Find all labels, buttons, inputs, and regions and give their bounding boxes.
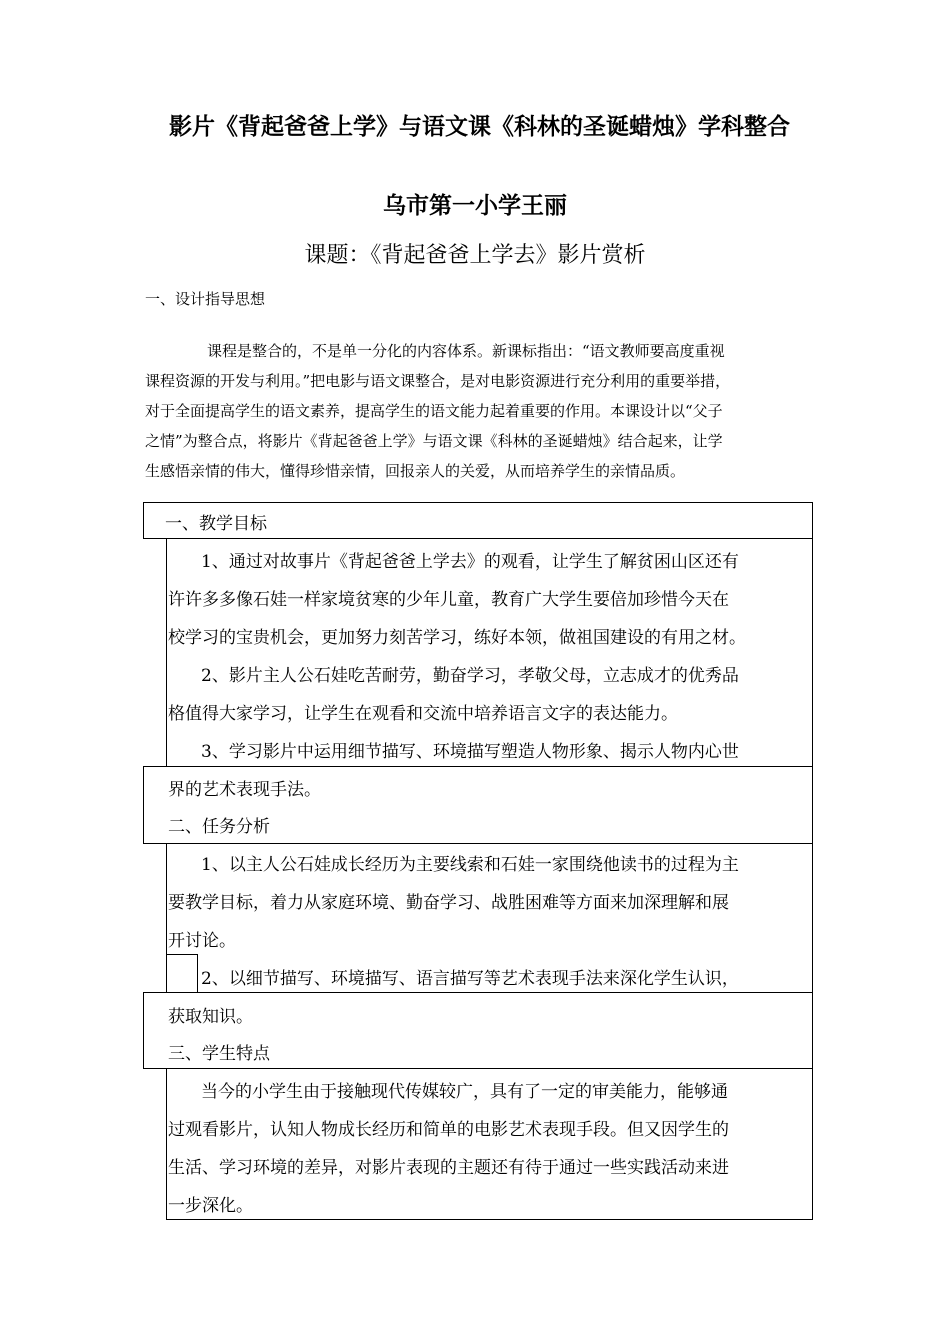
intro-line: 之情”为整合点，将影片《背起爸爸上学》与语文课《科林的圣诞蜡烛》结合起来，让学	[145, 432, 723, 450]
table-line	[812, 766, 813, 844]
table-line	[812, 538, 813, 767]
table-line	[166, 1068, 167, 1220]
student-line: 一步深化。	[168, 1196, 253, 1216]
table-line	[143, 538, 813, 539]
task-line: 要教学目标，着力从家庭环境、勤奋学习、战胜困难等方面来加深理解和展	[168, 893, 729, 913]
table-line	[143, 992, 813, 993]
task-line: 2、以细节描写、环境描写、语言描写等艺术表现手法来深化学生认识，	[201, 969, 739, 989]
task-line: 获取知识。	[168, 1007, 253, 1027]
table-line	[812, 502, 813, 539]
table-line	[143, 502, 813, 503]
lesson-title: 课题：《背起爸爸上学去》影片赏析	[304, 243, 646, 268]
table-line	[166, 1219, 813, 1220]
table-line	[166, 954, 198, 955]
author-line: 乌市第一小学王丽	[383, 193, 567, 219]
student-line: 当今的小学生由于接触现代传媒较广，具有了一定的审美能力，能够通	[201, 1082, 728, 1102]
intro-line: 课程是整合的，不是单一分化的内容体系。新课标指出：“语文教师要高度重视	[207, 342, 725, 360]
student-traits-heading: 三、学生特点	[168, 1044, 270, 1064]
goals-line: 界的艺术表现手法。	[168, 780, 321, 800]
task-line: 开讨论。	[168, 931, 236, 951]
student-line: 过观看影片，认知人物成长经历和简单的电影艺术表现手段。但又因学生的	[168, 1120, 729, 1140]
intro-paragraph	[145, 336, 817, 486]
goals-line: 许许多多像石娃一样家境贫寒的少年儿童，教育广大学生要倍加珍惜今天在	[168, 590, 729, 610]
table-line	[143, 843, 813, 844]
teaching-goals-heading: 一、教学目标	[165, 514, 267, 534]
table-line	[166, 843, 167, 993]
table-line	[143, 766, 144, 844]
table-line	[197, 954, 198, 993]
task-line: 1、以主人公石娃成长经历为主要线索和石娃一家围绕他读书的过程为主	[201, 855, 739, 875]
table-line	[143, 1068, 813, 1069]
task-analysis-heading: 二、任务分析	[168, 817, 270, 837]
table-line	[812, 843, 813, 993]
table-line	[812, 992, 813, 1069]
goals-line: 格值得大家学习，让学生在观看和交流中培养语言文字的表达能力。	[168, 704, 678, 724]
table-line	[143, 992, 144, 1069]
goals-line: 1、通过对故事片《背起爸爸上学去》的观看，让学生了解贫困山区还有	[201, 552, 739, 572]
table-line	[812, 1068, 813, 1220]
table-line	[143, 766, 813, 767]
goals-line: 校学习的宝贵机会，更加努力刻苦学习，练好本领，做祖国建设的有用之材。	[168, 628, 746, 648]
document-title: 影片《背起爸爸上学》与语文课《科林的圣诞蜡烛》学科整合	[169, 114, 790, 140]
intro-line: 课程资源的开发与利用。”把电影与语文课整合，是对电影资源进行充分利用的重要举措，	[145, 372, 731, 390]
intro-line: 对于全面提高学生的语文素养，提高学生的语文能力起着重要的作用。本课设计以“父子	[145, 402, 723, 420]
intro-line: 生感悟亲情的伟大，懂得珍惜亲情，回报亲人的关爱，从而培养学生的亲情品质。	[145, 462, 686, 480]
table-line	[143, 502, 144, 539]
section-heading-design: 一、设计指导思想	[145, 290, 266, 308]
goals-line: 2、影片主人公石娃吃苦耐劳，勤奋学习，孝敬父母，立志成才的优秀品	[201, 666, 739, 686]
student-line: 生活、学习环境的差异，对影片表现的主题还有待于通过一些实践活动来进	[168, 1158, 729, 1178]
table-line	[166, 538, 167, 767]
goals-line: 3、学习影片中运用细节描写、环境描写塑造人物形象、揭示人物内心世	[201, 742, 739, 762]
